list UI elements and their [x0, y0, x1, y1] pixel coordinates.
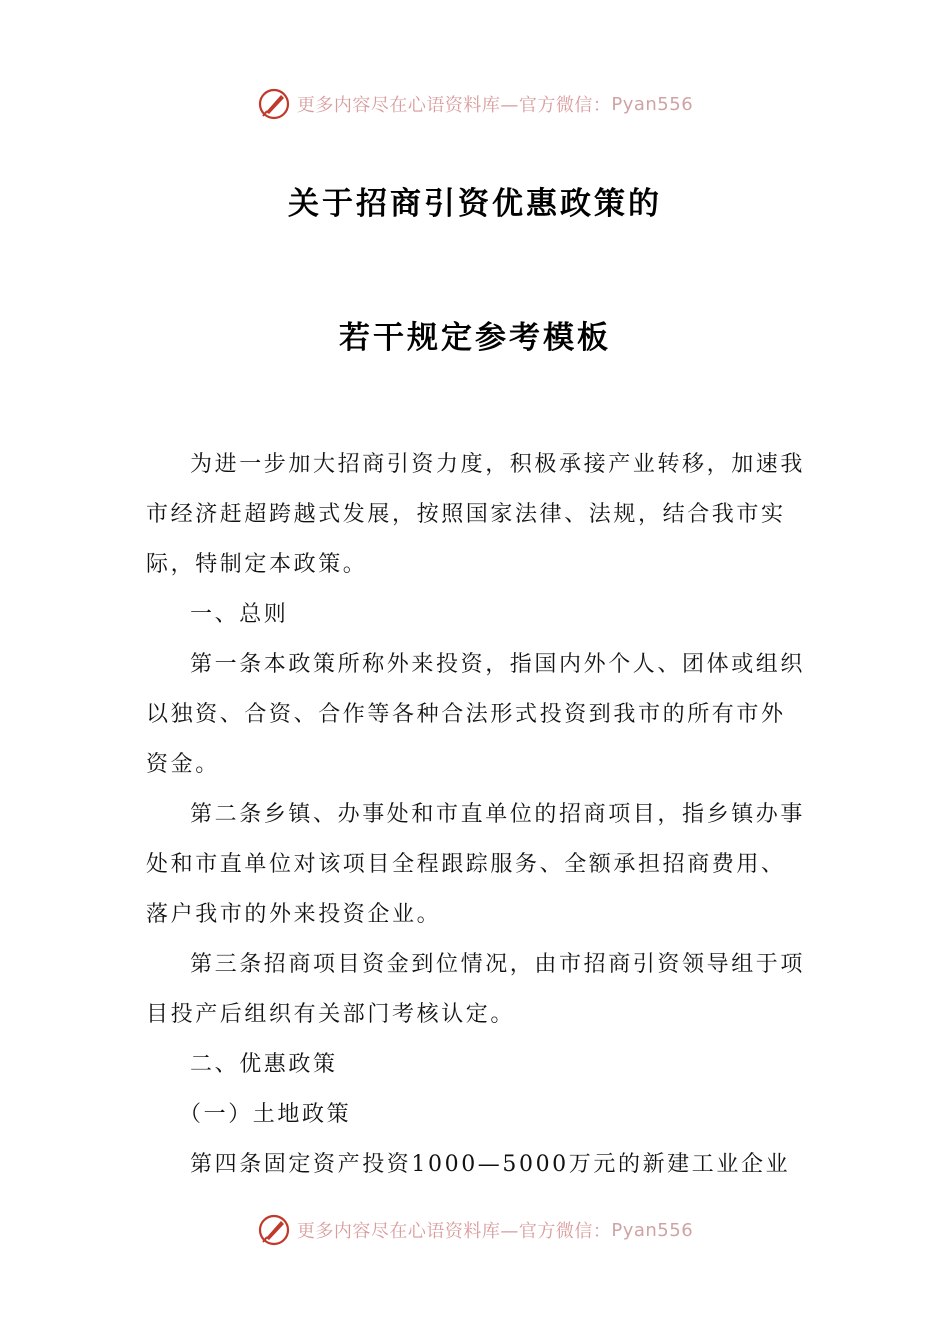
quill-pen-logo-icon	[257, 1213, 291, 1247]
banner-text: 更多内容尽在心语资料库—官方微信：	[296, 1221, 612, 1242]
article-paragraph: 第一条本政策所称外来投资，指国内外个人、团体或组织以独资、合资、合作等各种合法形式投资到我市的所有市外资金。	[146, 652, 806, 777]
header-banner	[0, 84, 950, 124]
paragraph-intro: 为进一步加大招商引资力度，积极承接产业转移，加速我市经济赶超跨越式发展，按照国家法律、法规，结合我市实际，特制定本政策。	[146, 452, 806, 577]
section-heading: 二、优惠政策	[190, 1052, 338, 1077]
footer-banner	[0, 1210, 950, 1250]
article-paragraph: 第四条固定资产投资1000—5000万元的新建工业企业	[190, 1152, 791, 1177]
subsection-heading: （一）土地政策	[179, 1102, 352, 1127]
banner-wechat: Pyan556	[611, 93, 694, 115]
banner-wechat: Pyan556	[611, 1219, 694, 1241]
banner-text: 更多内容尽在心语资料库—官方微信：	[296, 95, 612, 116]
document-title-line1: 关于招商引资优惠政策的	[288, 186, 662, 222]
quill-pen-logo-icon	[257, 87, 291, 121]
section-heading: 一、总则	[190, 602, 289, 627]
document-title-line2: 若干规定参考模板	[339, 320, 611, 356]
article-paragraph: 第三条招商项目资金到位情况，由市招商引资领导组于项目投产后组织有关部门考核认定。	[146, 952, 806, 1027]
document-body	[146, 440, 806, 1190]
article-paragraph: 第二条乡镇、办事处和市直单位的招商项目，指乡镇办事处和市直单位对该项目全程跟踪服务、全额承担招商费用、落户我市的外来投资企业。	[146, 802, 806, 927]
